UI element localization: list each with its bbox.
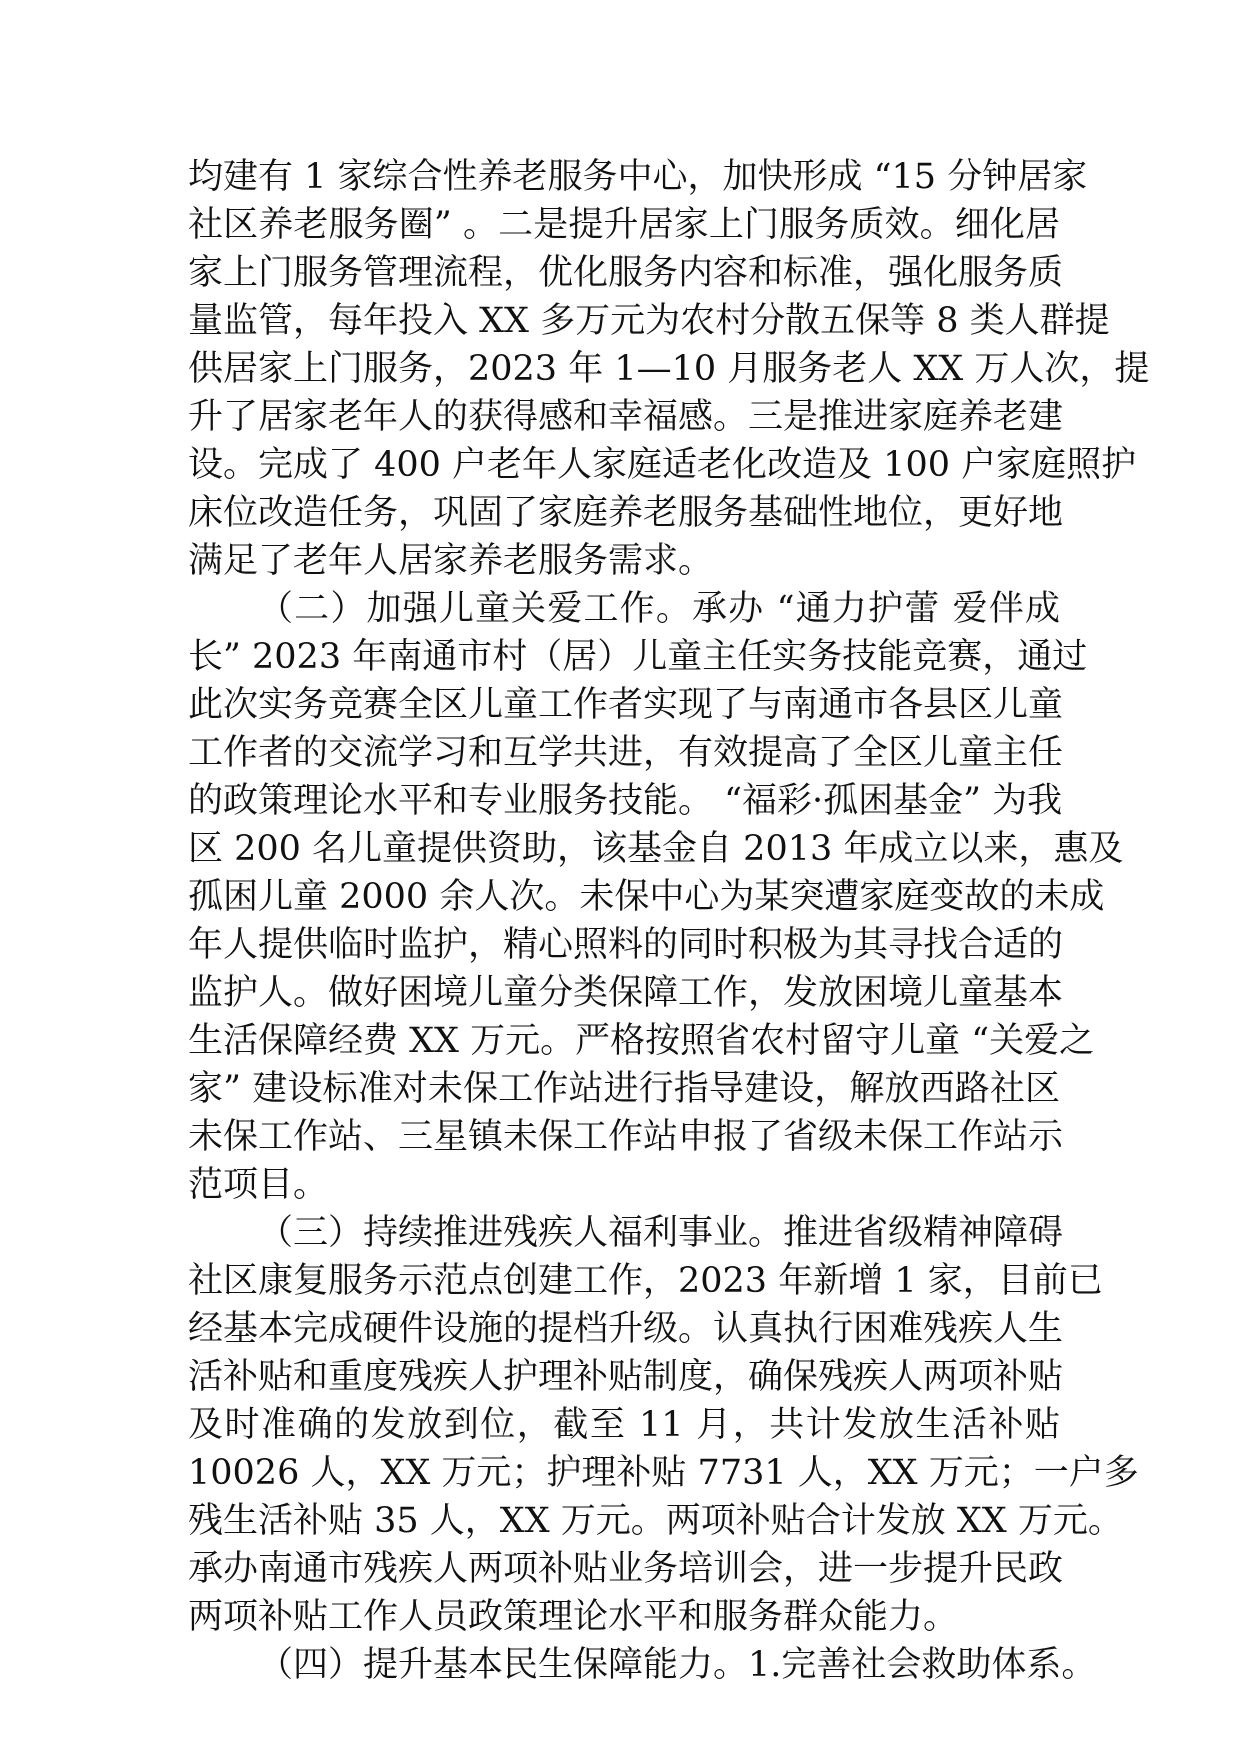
text-line: 家” 建设标准对未保工作站进行指导建设，解放西路社区 [188,1069,1060,1109]
text-line: 未保工作站、三星镇未保工作站申报了省级未保工作站示 [188,1117,1064,1157]
text-line: 区 200 名儿童提供资助，该基金自 2013 年成立以来，惠及 [188,829,1124,869]
text-line: 长” 2023 年南通市村（居）儿童主任实务技能竞赛，通过 [188,637,1088,677]
paragraph-heading-line: （四）提升基本民生保障能力。1.完善社会救助体系。 [258,1645,1097,1685]
text-line: 监护人。做好困境儿童分类保障工作，发放困境儿童基本 [188,973,1064,1013]
text-line: 工作者的交流学习和互学共进，有效提高了全区儿童主任 [188,733,1064,773]
text-line: 经基本完成硬件设施的提档升级。认真执行困难残疾人生 [188,1309,1064,1349]
document-body [188,153,1150,1689]
text-line: 社区康复服务示范点创建工作，2023 年新增 1 家，目前已 [188,1261,1103,1301]
paragraph-heading-line: （三）持续推进残疾人福利事业。推进省级精神障碍 [258,1213,1064,1253]
text-line: 残生活补贴 35 人，XX 万元。两项补贴合计发放 XX 万元。 [188,1501,1123,1541]
text-line: 活补贴和重度残疾人护理补贴制度，确保残疾人两项补贴 [188,1357,1064,1397]
text-line: 满足了老年人居家养老服务需求。 [188,541,714,581]
text-line: 此次实务竞赛全区儿童工作者实现了与南通市各县区儿童 [188,685,1064,725]
text-line: 社区养老服务圈” 。二是提升居家上门服务质效。细化居 [188,205,1060,245]
text-line: 生活保障经费 XX 万元。严格按照省农村留守儿童 “关爱之 [188,1021,1095,1061]
text-line: 量监管，每年投入 XX 多万元为农村分散五保等 8 类人群提 [188,301,1110,341]
text-line: 及时准确的发放到位，截至 11 月，共计发放生活补贴 [188,1405,1060,1445]
text-line: 承办南通市残疾人两项补贴业务培训会，进一步提升民政 [188,1549,1064,1589]
text-line: 家上门服务管理流程，优化服务内容和标准，强化服务质 [188,253,1064,293]
text-line: 孤困儿童 2000 余人次。未保中心为某突遭家庭变故的未成 [188,877,1105,917]
text-line: 10026 人，XX 万元；护理补贴 7731 人，XX 万元；一户多 [188,1453,1139,1493]
text-line: 供居家上门服务，2023 年 1—10 月服务老人 XX 万人次，提 [188,349,1150,389]
paragraph-heading-line: （二）加强儿童关爱工作。承办 “通力护蕾 爱伴成 [258,589,1060,629]
text-line: 均建有 1 家综合性养老服务中心，加快形成 “15 分钟居家 [188,157,1088,197]
text-line: 升了居家老年人的获得感和幸福感。三是推进家庭养老建 [188,397,1064,437]
text-line: 设。完成了 400 户老年人家庭适老化改造及 100 户家庭照护 [188,445,1137,485]
text-line: 年人提供临时监护，精心照料的同时积极为其寻找合适的 [188,925,1064,965]
text-line: 范项目。 [188,1165,329,1205]
text-line: 两项补贴工作人员政策理论水平和服务群众能力。 [188,1597,959,1637]
text-line: 床位改造任务，巩固了家庭养老服务基础性地位，更好地 [188,493,1064,533]
text-line: 的政策理论水平和专业服务技能。 “福彩·孤困基金” 为我 [188,781,1063,821]
